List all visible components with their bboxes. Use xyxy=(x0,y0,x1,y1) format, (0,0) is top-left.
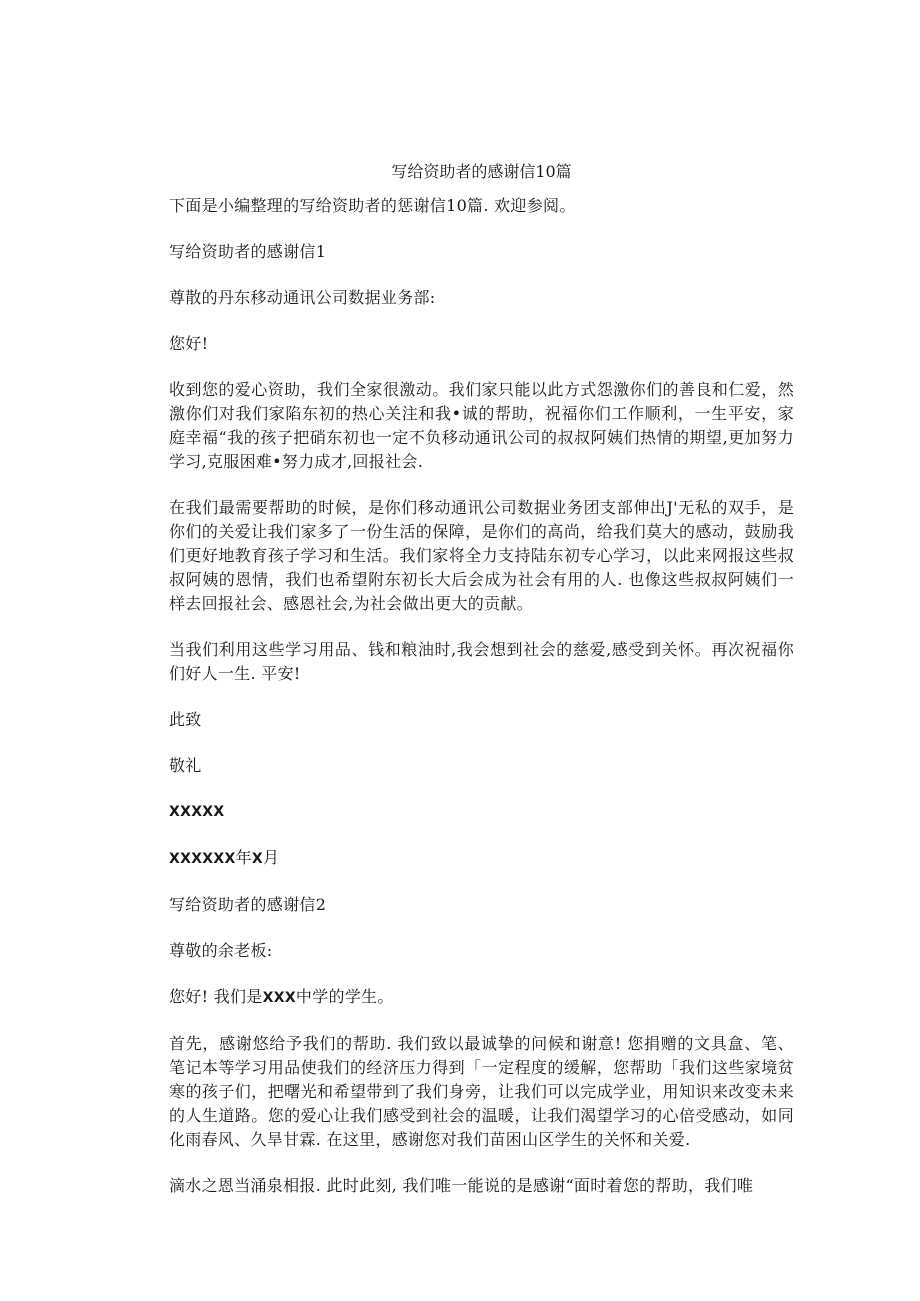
letter1-paragraph xyxy=(169,638,794,686)
document-title: 写给资助者的感谢信10篇 xyxy=(391,162,572,181)
letter2-paragraph xyxy=(169,1174,794,1198)
letter2-greeting xyxy=(169,985,794,1010)
date-year: 年 xyxy=(235,848,252,867)
date-month: 月 xyxy=(263,848,280,867)
intro-text: 下面是小编整理的写给资助者的惩谢信10篇. 欢迎参阅。 xyxy=(169,196,576,215)
letter1-heading: 写给资助者的感谢信1 xyxy=(169,242,327,261)
paragraph-text: 当我们利用这些学习用品、钱和粮油时,我会想到社会的慈爱,感受到关怀。再次祝福你们好人一生. 平安! xyxy=(169,640,794,683)
letter2-paragraph xyxy=(169,1032,794,1152)
letter1-paragraph xyxy=(169,496,794,616)
greeting-suffix: 中学的学生。 xyxy=(295,987,394,1006)
letter2-salutation: 尊敬的余老板: xyxy=(169,941,273,960)
letter1-greeting: 您好! xyxy=(169,334,209,353)
letter1-closing-2: 敬礼 xyxy=(169,756,202,775)
letter1-salutation: 尊散的丹东移动通讯公司数据业务部: xyxy=(169,288,436,307)
paragraph-text: 在我们最需要帮助的时候，是你们移动通讯公司数据业务团支部伸出J'无私的双手，是你们的关爱让我们家多了一份生活的保障，是你们的高尚，给我们莫大的感动，鼓励我们更好地教育孩子学习和生活。我们家将全力支持陆东初专心学习，以此来网报这些叔叔阿姨的恩情，我们也希望附东初长大后会成为社会有用的人. 也像这些叔叔阿姨们一样去回报社会、感恩社会,为社会做出更大的贡献。 xyxy=(169,498,794,613)
letter1-paragraph xyxy=(169,378,794,474)
paragraph-text: 首先，感谢悠给予我们的帮助. 我们致以最诚挚的问候和谢意! 您捐赠的文具盒、笔、笔记本等学习用品使我们的经济压力得到「一定程度的缓解，您帮助「我们这些家境贫寒的孩子们，把曙光和希望带到了我们身旁，让我们可以完成学业，用知识来改变未来的人生道路。您的爱心让我们感受到社会的温暖，让我们渴望学习的心倍受感动，如同化雨春风、久旱甘霖. 在这里，感谢您对我们苗困山区学生的关怀和关爱. xyxy=(169,1034,794,1149)
date-month-prefix: X xyxy=(251,851,263,867)
date-prefix: XXXXXX xyxy=(169,851,236,867)
letter1-date xyxy=(169,846,794,871)
letter2-heading: 写给资助者的感谢信2 xyxy=(169,895,327,914)
paragraph-text: 收到您的爱心资助，我们全家很激动。我们家只能以此方式怨激你们的善良和仁爱，然激你们对我们家陷东初的热心关注和我•诚的帮助，祝福你们工作顺利，一生平安，家庭幸福“我的孩子把硝东初也一定不负移动通讯公司的叔叔阿姨们热情的期望,更加努力学习,克服困难•努力成才,回报社会. xyxy=(169,380,794,471)
letter1-signature: XXXXX xyxy=(169,804,225,820)
paragraph-text: 滴水之恩当涌泉相报. 此时此刻, 我们唯一能说的是感谢“面时着您的帮助，我们唯 xyxy=(169,1176,754,1195)
document-page xyxy=(169,160,794,1220)
greeting-prefix: 您好! 我们是 xyxy=(169,987,263,1006)
greeting-school: XXX xyxy=(262,990,296,1006)
letter1-closing-1: 此致 xyxy=(169,710,202,729)
